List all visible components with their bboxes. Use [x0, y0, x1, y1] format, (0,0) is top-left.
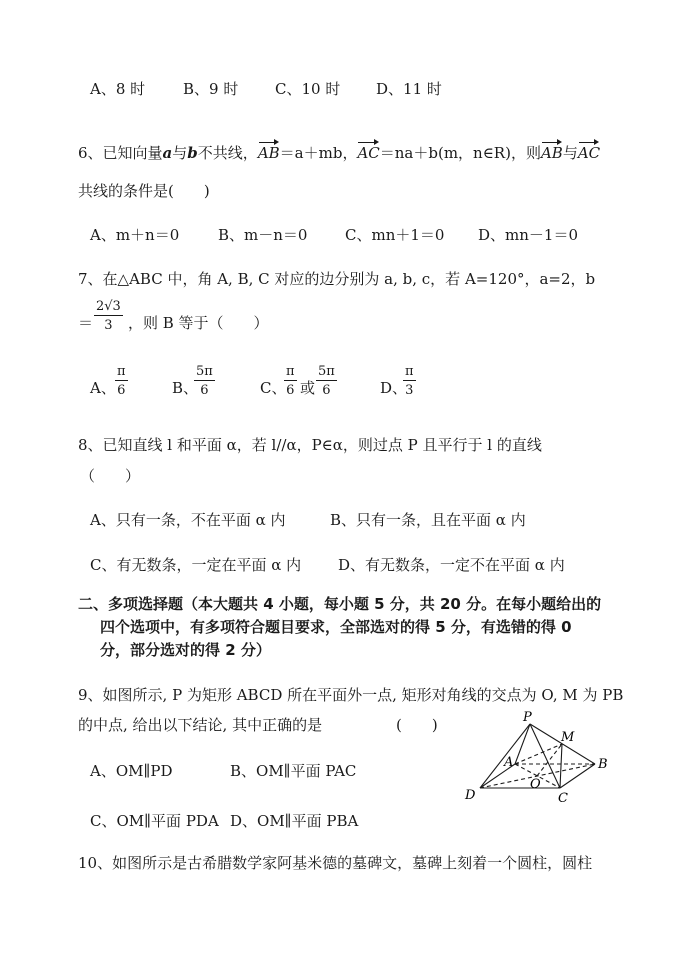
q6-vector-b: b	[187, 144, 198, 162]
label-d: D	[465, 788, 476, 803]
q5-option-d: D、11 时	[376, 80, 442, 98]
q8-option-b: B、只有一条，且在平面 α 内	[330, 511, 526, 529]
label-a: A	[504, 755, 514, 770]
q6-option-d: D、mn－1＝0	[478, 226, 578, 244]
q5-option-c: C、10 时	[275, 80, 341, 98]
label-c: C	[558, 791, 568, 806]
q7-fraction-numerator: 2√3	[96, 299, 121, 314]
q6-not-collinear: 不共线，	[197, 144, 258, 162]
q9-option-a: A、OM∥PD	[90, 762, 173, 780]
q8-option-a: A、只有一条，不在平面 α 内	[90, 511, 286, 529]
q7-option-d-fraction	[403, 364, 416, 398]
q6-option-b: B、m－n＝0	[218, 226, 308, 244]
q9-option-b: B、OM∥平面 PAC	[230, 762, 357, 780]
q7-option-c-num: π	[286, 364, 295, 379]
q7-option-c-or: 或	[300, 379, 316, 397]
q7-option-c-den2: 6	[322, 383, 331, 398]
label-o: O	[530, 777, 541, 792]
q7-option-d-den: 3	[405, 383, 414, 398]
section-2-heading	[78, 593, 618, 662]
segment-am-dashed	[515, 744, 562, 764]
q7-option-d-label: D、	[380, 379, 408, 397]
q10-stem-line1: 10、如图所示是古希腊数学家阿基米德的墓碑文，墓碑上刻着一个圆柱，圆柱	[78, 854, 593, 872]
q7-option-a-num: π	[117, 364, 126, 379]
q8-stem-line2: （ ）	[80, 467, 141, 485]
q6-prefix: 6、已知向量	[78, 144, 163, 162]
q9-option-c: C、OM∥平面 PDA	[90, 812, 219, 830]
q7-option-b-fraction	[194, 364, 215, 398]
q6-stem-line2: 共线的条件是( )	[78, 182, 210, 200]
q8-option-c: C、有无数条，一定在平面 α 内	[90, 556, 302, 574]
q7-option-a-den: 6	[117, 383, 126, 398]
q7-option-c-label: C、	[260, 379, 287, 397]
q6-eq1: ＝a＋mb，	[279, 144, 358, 162]
segment-mc	[560, 744, 562, 788]
q8-stem-line1: 8、已知直线 l 和平面 α，若 l//α，P∈α，则过点 P 且平行于 l 的直线	[78, 436, 542, 454]
q7-option-c-num2: 5π	[318, 364, 335, 379]
label-m: M	[561, 730, 575, 745]
q6-option-c: C、mn＋1＝0	[345, 226, 445, 244]
q7-tail: ，则 B 等于（ ）	[128, 314, 269, 332]
q6-eq2: ＝na＋b(m，n∈R)，则	[379, 144, 541, 162]
q6-option-a: A、m＋n＝0	[90, 226, 180, 244]
q7-option-a-fraction	[115, 364, 128, 398]
q6-stem-line1	[78, 142, 600, 163]
q7-stem-line1: 7、在△ABC 中，角 A, B, C 对应的边分别为 a, b, c，若 A=120°，a=2，b	[78, 270, 596, 288]
q7-option-b-den: 6	[200, 383, 209, 398]
q9-answer-paren: ( )	[396, 716, 438, 734]
label-p: P	[523, 710, 532, 725]
q6-and-2: 与	[562, 144, 578, 162]
q6-and: 与	[172, 144, 188, 162]
q7-option-b-label: B、	[172, 379, 199, 397]
q6-vector-ac: AC	[357, 144, 380, 162]
section-2-line1: 二、多项选择题（本大题共 4 小题，每小题 5 分，共 20 分。在每小题给出的	[78, 595, 602, 613]
q7-option-b-num: 5π	[196, 364, 213, 379]
q6-vector-ac-2: AC	[577, 144, 601, 162]
q5-option-a: A、8 时	[90, 80, 146, 98]
q6-vector-ab-2: AB	[540, 144, 563, 162]
q7-option-a-label: A、	[90, 379, 116, 397]
q8-option-d: D、有无数条，一定不在平面 α 内	[338, 556, 565, 574]
q9-pyramid-figure	[455, 708, 615, 808]
q7-option-c-den: 6	[286, 383, 295, 398]
q7-fraction	[94, 299, 123, 333]
q7-option-c-fraction-2	[316, 364, 337, 398]
q5-option-b: B、9 时	[183, 80, 239, 98]
section-2-line2: 四个选项中，有多项符合题目要求，全部选对的得 5 分，有选错的得 0	[100, 618, 572, 636]
q6-vector-ab: AB	[257, 144, 280, 162]
label-b: B	[598, 757, 608, 772]
q6-vector-a: a	[162, 144, 173, 162]
q9-stem-line1: 9、如图所示, P 为矩形 ABCD 所在平面外一点, 矩形对角线的交点为 O, M 为 PB	[78, 686, 624, 704]
q7-equals: ＝	[78, 314, 94, 332]
q7-option-c-fraction-1	[284, 364, 297, 398]
q7-fraction-denominator: 3	[104, 318, 113, 333]
q9-stem-line2: 的中点, 给出以下结论, 其中正确的是	[78, 716, 323, 734]
q9-option-d: D、OM∥平面 PBA	[230, 812, 359, 830]
section-2-line3: 分，部分选对的得 2 分）	[100, 641, 271, 659]
q7-option-d-num: π	[405, 364, 414, 379]
